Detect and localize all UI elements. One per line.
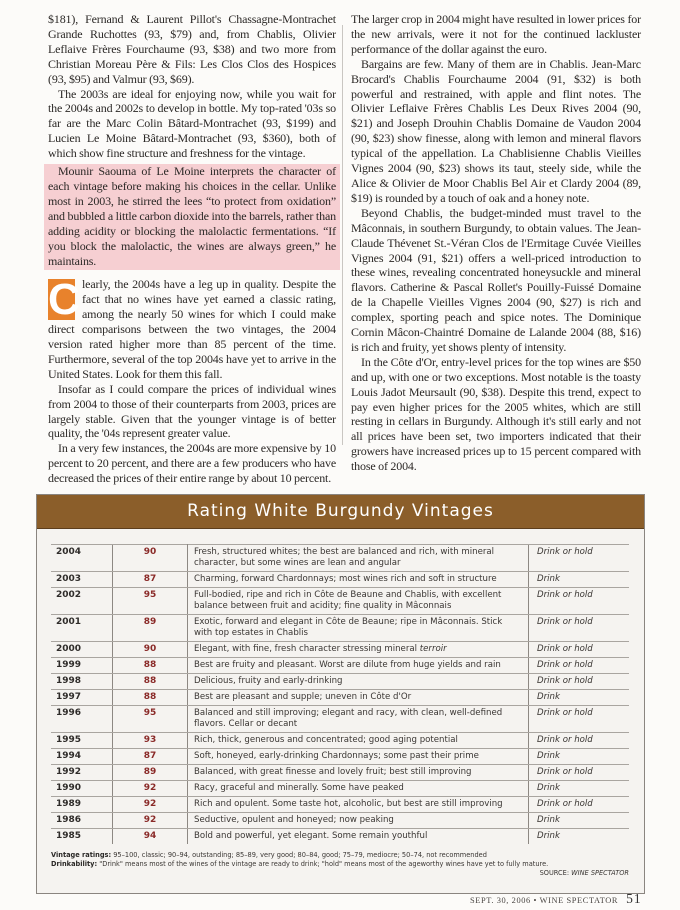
vintage-year: 1999	[51, 658, 113, 674]
drinkability: Drink or hold	[529, 674, 630, 690]
description-text: Delicious, fruity and early-drinking	[194, 676, 343, 686]
drinkability: Drink	[529, 781, 630, 797]
drinkability: Drink	[529, 690, 630, 706]
vintage-description	[188, 690, 529, 706]
vintage-description	[188, 615, 529, 642]
vintage-year: 1989	[51, 797, 113, 813]
vintage-row	[51, 658, 629, 674]
vintage-year: 1996	[51, 706, 113, 733]
description-text: Fresh, structured whites; the best are balanced and rich, with mineral character, but some wines are lean and angular	[194, 547, 495, 568]
description-text: Exotic, forward and elegant in Côte de Beaune; ripe in Mâconnais. Stick with top estates in Chablis	[194, 617, 503, 638]
paragraph-text: learly, the 2004s have a leg up in quality. Despite the fact that no wines have yet earned a classic rating, among the nearly 50 wines for which I could make direct comparisons between the two vintages, the 2004 version rated higher more than 85 percent of the time. Furthermore, several of the top 2004s have yet to arrive in the United States. Look for them this fall.	[48, 277, 336, 381]
ratings-text: 95–100, classic; 90–94, outstanding; 85–89, very good; 80–84, good; 75–79, mediocre; 50–74, not recommended	[113, 851, 487, 859]
vintage-year: 1986	[51, 813, 113, 829]
paragraph: In the Côte d'Or, entry-level prices for the top wines are $50 and up, with one or two exceptions. Most notable is the toasty Louis Jadot Meursault (90, $38). Despite this trend, expect to pay even higher prices for the 2005 whites, which are still resting in cellars in Burgundy. Although it's still early and not all prices have been set, two importers indicated that their growers have increased prices up to 15 percent compared with those of 2004.	[351, 354, 641, 474]
drinkability: Drink or hold	[529, 642, 630, 658]
description-text: Balanced, with great finesse and lovely fruit; best still improving	[194, 767, 472, 777]
vintage-row	[51, 813, 629, 829]
dropcap-letter: C	[48, 275, 80, 325]
vintage-row	[51, 642, 629, 658]
vintage-description	[188, 797, 529, 813]
description-text: Soft, honeyed, early-drinking Chardonnays; some past their prime	[194, 751, 479, 761]
table-notes	[51, 851, 631, 879]
vintage-score: 95	[113, 588, 188, 615]
vintage-score: 93	[113, 733, 188, 749]
ratings-label: Vintage ratings:	[51, 851, 112, 859]
source-name: WINE SPECTATOR	[571, 869, 629, 878]
vintage-year: 2004	[51, 545, 113, 572]
vintage-year: 1985	[51, 829, 113, 845]
vintage-year: 2002	[51, 588, 113, 615]
vintage-score: 92	[113, 781, 188, 797]
vintage-score: 92	[113, 797, 188, 813]
drinkability: Drink	[529, 813, 630, 829]
description-text: Charming, forward Chardonnays; most wines rich and soft in structure	[194, 574, 497, 584]
vintage-chart-panel	[36, 494, 645, 894]
description-text: Best are pleasant and supple; uneven in Côte d'Or	[194, 692, 412, 702]
vintage-row	[51, 674, 629, 690]
vintage-year: 1994	[51, 749, 113, 765]
description-text: Balanced and still improving; elegant and racy, with clean, well-defined flavors. Cellar or decant	[194, 708, 503, 729]
description-text: Bold and powerful, yet elegant. Some remain youthful	[194, 831, 428, 841]
paragraph: The 2003s are ideal for enjoying now, while you wait for the 2004s and 2002s to develop in bottle. My top-rated '03s so far are the Marc Colin Bâtard-Montrachet (93, $199) and Lucien Le Moine Bâtard-Montrachet (93, $360), both of which show fine structure and freshness for the vintage.	[48, 86, 336, 161]
description-text: Rich and opulent. Some taste hot, alcoholic, but best are still improving	[194, 799, 503, 809]
drinkability: Drink or hold	[529, 588, 630, 615]
vintage-row	[51, 572, 629, 588]
vintage-year: 2000	[51, 642, 113, 658]
drinkability: Drink or hold	[529, 797, 630, 813]
vintage-score: 92	[113, 813, 188, 829]
vintage-score: 88	[113, 690, 188, 706]
vintage-row	[51, 797, 629, 813]
drinkability-label: Drinkability:	[51, 860, 98, 869]
vintage-score: 95	[113, 706, 188, 733]
description-text: Racy, graceful and minerally. Some have peaked	[194, 783, 404, 793]
vintage-score: 87	[113, 572, 188, 588]
vintage-row	[51, 706, 629, 733]
source-credit	[51, 869, 631, 878]
vintage-row	[51, 545, 629, 572]
drinkability: Drink or hold	[529, 733, 630, 749]
vintage-year: 1997	[51, 690, 113, 706]
dropcap-paragraph	[48, 277, 336, 381]
description-italic-term: terroir	[419, 644, 447, 654]
vintage-score: 89	[113, 765, 188, 781]
vintage-score: 88	[113, 674, 188, 690]
vintage-description	[188, 658, 529, 674]
vintage-row	[51, 781, 629, 797]
drinkability: Drink or hold	[529, 545, 630, 572]
paragraph: $181), Fernand & Laurent Pillot's Chassagne-Montrachet Grande Ruchottes (93, $79) and, from Chablis, Olivier Leflaive Frères Fourchaume (93, $38) and two more from Christian Moreau Père & Fils: Les Clos Clos des Hospices (93, $95) and Valmur (93, $69).	[48, 12, 336, 86]
vintage-score: 90	[113, 642, 188, 658]
drinkability: Drink	[529, 572, 630, 588]
paragraph: In a very few instances, the 2004s are more expensive by 10 percent to 20 percent, and there are a few producers who have decreased the prices of their entire range by about 10 percent.	[48, 441, 336, 486]
drinkability: Drink or hold	[529, 706, 630, 733]
panel-title: Rating White Burgundy Vintages	[37, 495, 644, 529]
drinkability: Drink or hold	[529, 658, 630, 674]
left-column	[48, 12, 336, 486]
vintage-score: 88	[113, 658, 188, 674]
description-text: Best are fruity and pleasant. Worst are dilute from huge yields and rain	[194, 660, 501, 670]
vintage-score: 90	[113, 545, 188, 572]
vintage-description	[188, 733, 529, 749]
vintage-score: 87	[113, 749, 188, 765]
footer-date-publication: SEPT. 30, 2006 • WINE SPECTATOR	[470, 896, 619, 905]
page-footer	[470, 890, 660, 908]
drinkability-legend	[51, 860, 631, 869]
paragraph: Bargains are few. Many of them are in Chablis. Jean-Marc Brocard's Chablis Fourchaume 2004 (91, $32) is both powerful and restrained, with apple and flint notes. The Olivier Leflaive Frères Chablis Les Deux Rives 2004 (90, $21) and Joseph Drouhin Chablis Domaine de Vaudon 2004 (90, $23) show finesse, along with lemon and mineral flavors typical of the appellation. La Chablisienne Chablis Vieilles Vignes 2004 (90, $23) shows its taut, steely side, while the Alice & Olivier de Moor Chablis Bel Air et Clardy 2004 (89, $19) is rounded by a touch of oak and a honey note.	[351, 56, 641, 205]
description-text: Seductive, opulent and honeyed; now peaking	[194, 815, 394, 825]
vintage-description	[188, 545, 529, 572]
vintage-description	[188, 749, 529, 765]
vintage-score: 89	[113, 615, 188, 642]
vintage-description	[188, 674, 529, 690]
vintage-score: 94	[113, 829, 188, 845]
vintage-row	[51, 829, 629, 845]
description-text: Rich, thick, generous and concentrated; good aging potential	[194, 735, 458, 745]
vintage-row	[51, 615, 629, 642]
vintage-year: 1998	[51, 674, 113, 690]
right-column	[351, 12, 641, 474]
vintage-year: 1992	[51, 765, 113, 781]
drinkability: Drink or hold	[529, 765, 630, 781]
vintage-row	[51, 690, 629, 706]
highlighted-passage	[44, 164, 340, 270]
column-divider	[342, 25, 343, 445]
vintage-description	[188, 706, 529, 733]
vintage-description	[188, 765, 529, 781]
paragraph: Insofar as I could compare the prices of individual wines from 2004 to those of their counterparts from 2003, prices are largely stable. Given that the younger vintage is of better quality, the '04s represent greater value.	[48, 381, 336, 441]
vintage-year: 2001	[51, 615, 113, 642]
drinkability-text: "Drink" means most of the wines of the vintage are ready to drink; "hold" means most of the ageworthy wines have yet to fully mature.	[99, 860, 549, 869]
drinkability: Drink	[529, 749, 630, 765]
vintage-year: 1990	[51, 781, 113, 797]
vintage-description	[188, 642, 529, 658]
source-label: SOURCE:	[539, 869, 570, 878]
vintage-description	[188, 813, 529, 829]
description-text: Full-bodied, ripe and rich in Côte de Beaune and Chablis, with excellent balance between fruit and acidity; fine quality in Mâconnais	[194, 590, 502, 611]
page-number: 51	[626, 891, 642, 906]
vintage-row	[51, 588, 629, 615]
vintage-description	[188, 588, 529, 615]
paragraph: The larger crop in 2004 might have resulted in lower prices for the new arrivals, were it not for the continued lackluster performance of the dollar against the euro.	[351, 12, 641, 56]
vintage-description	[188, 829, 529, 845]
paragraph: Beyond Chablis, the budget-minded must travel to the Mâconnais, in southern Burgundy, to obtain values. The Jean-Claude Thévenet St.-Véran Clos de l'Ermitage Cuvée Vieilles Vignes 2004 (91, $21) offers a well-priced introduction to these wines, revealing concentrated honeysuckle and mineral flavors. Catherine & Pascal Rollet's Pouilly-Fuissé Domaine de la Chapelle Vieilles Vignes 2004 (90, $27) is rich and complex, sporting peach and spice notes. The Dominique Cornin Mâcon-Chaintré Domaine de Lalande 2004 (88, $16) is rich and fruity, yet shows plenty of intensity.	[351, 205, 641, 354]
vintage-row	[51, 765, 629, 781]
vintage-row	[51, 749, 629, 765]
ratings-legend	[51, 851, 631, 860]
description-text: Elegant, with fine, fresh character stressing mineral	[194, 644, 418, 654]
vintage-description	[188, 572, 529, 588]
vintage-row	[51, 733, 629, 749]
vintage-year: 1995	[51, 733, 113, 749]
drinkability: Drink or hold	[529, 615, 630, 642]
vintage-table	[51, 544, 629, 844]
vintage-description	[188, 781, 529, 797]
drinkability: Drink	[529, 829, 630, 845]
highlighted-paragraph: Mounir Saouma of Le Moine interprets the character of each vintage before making his choices in the cellar. Unlike most in 2003, he stirred the lees “to protect from oxidation” and bubbled a little carbon dioxide into the barrels, rather than adding acidity or blocking the malolactic fermentations. “If you block the malolactic, the wines are always green,” he maintains.	[48, 164, 336, 268]
vintage-year: 2003	[51, 572, 113, 588]
